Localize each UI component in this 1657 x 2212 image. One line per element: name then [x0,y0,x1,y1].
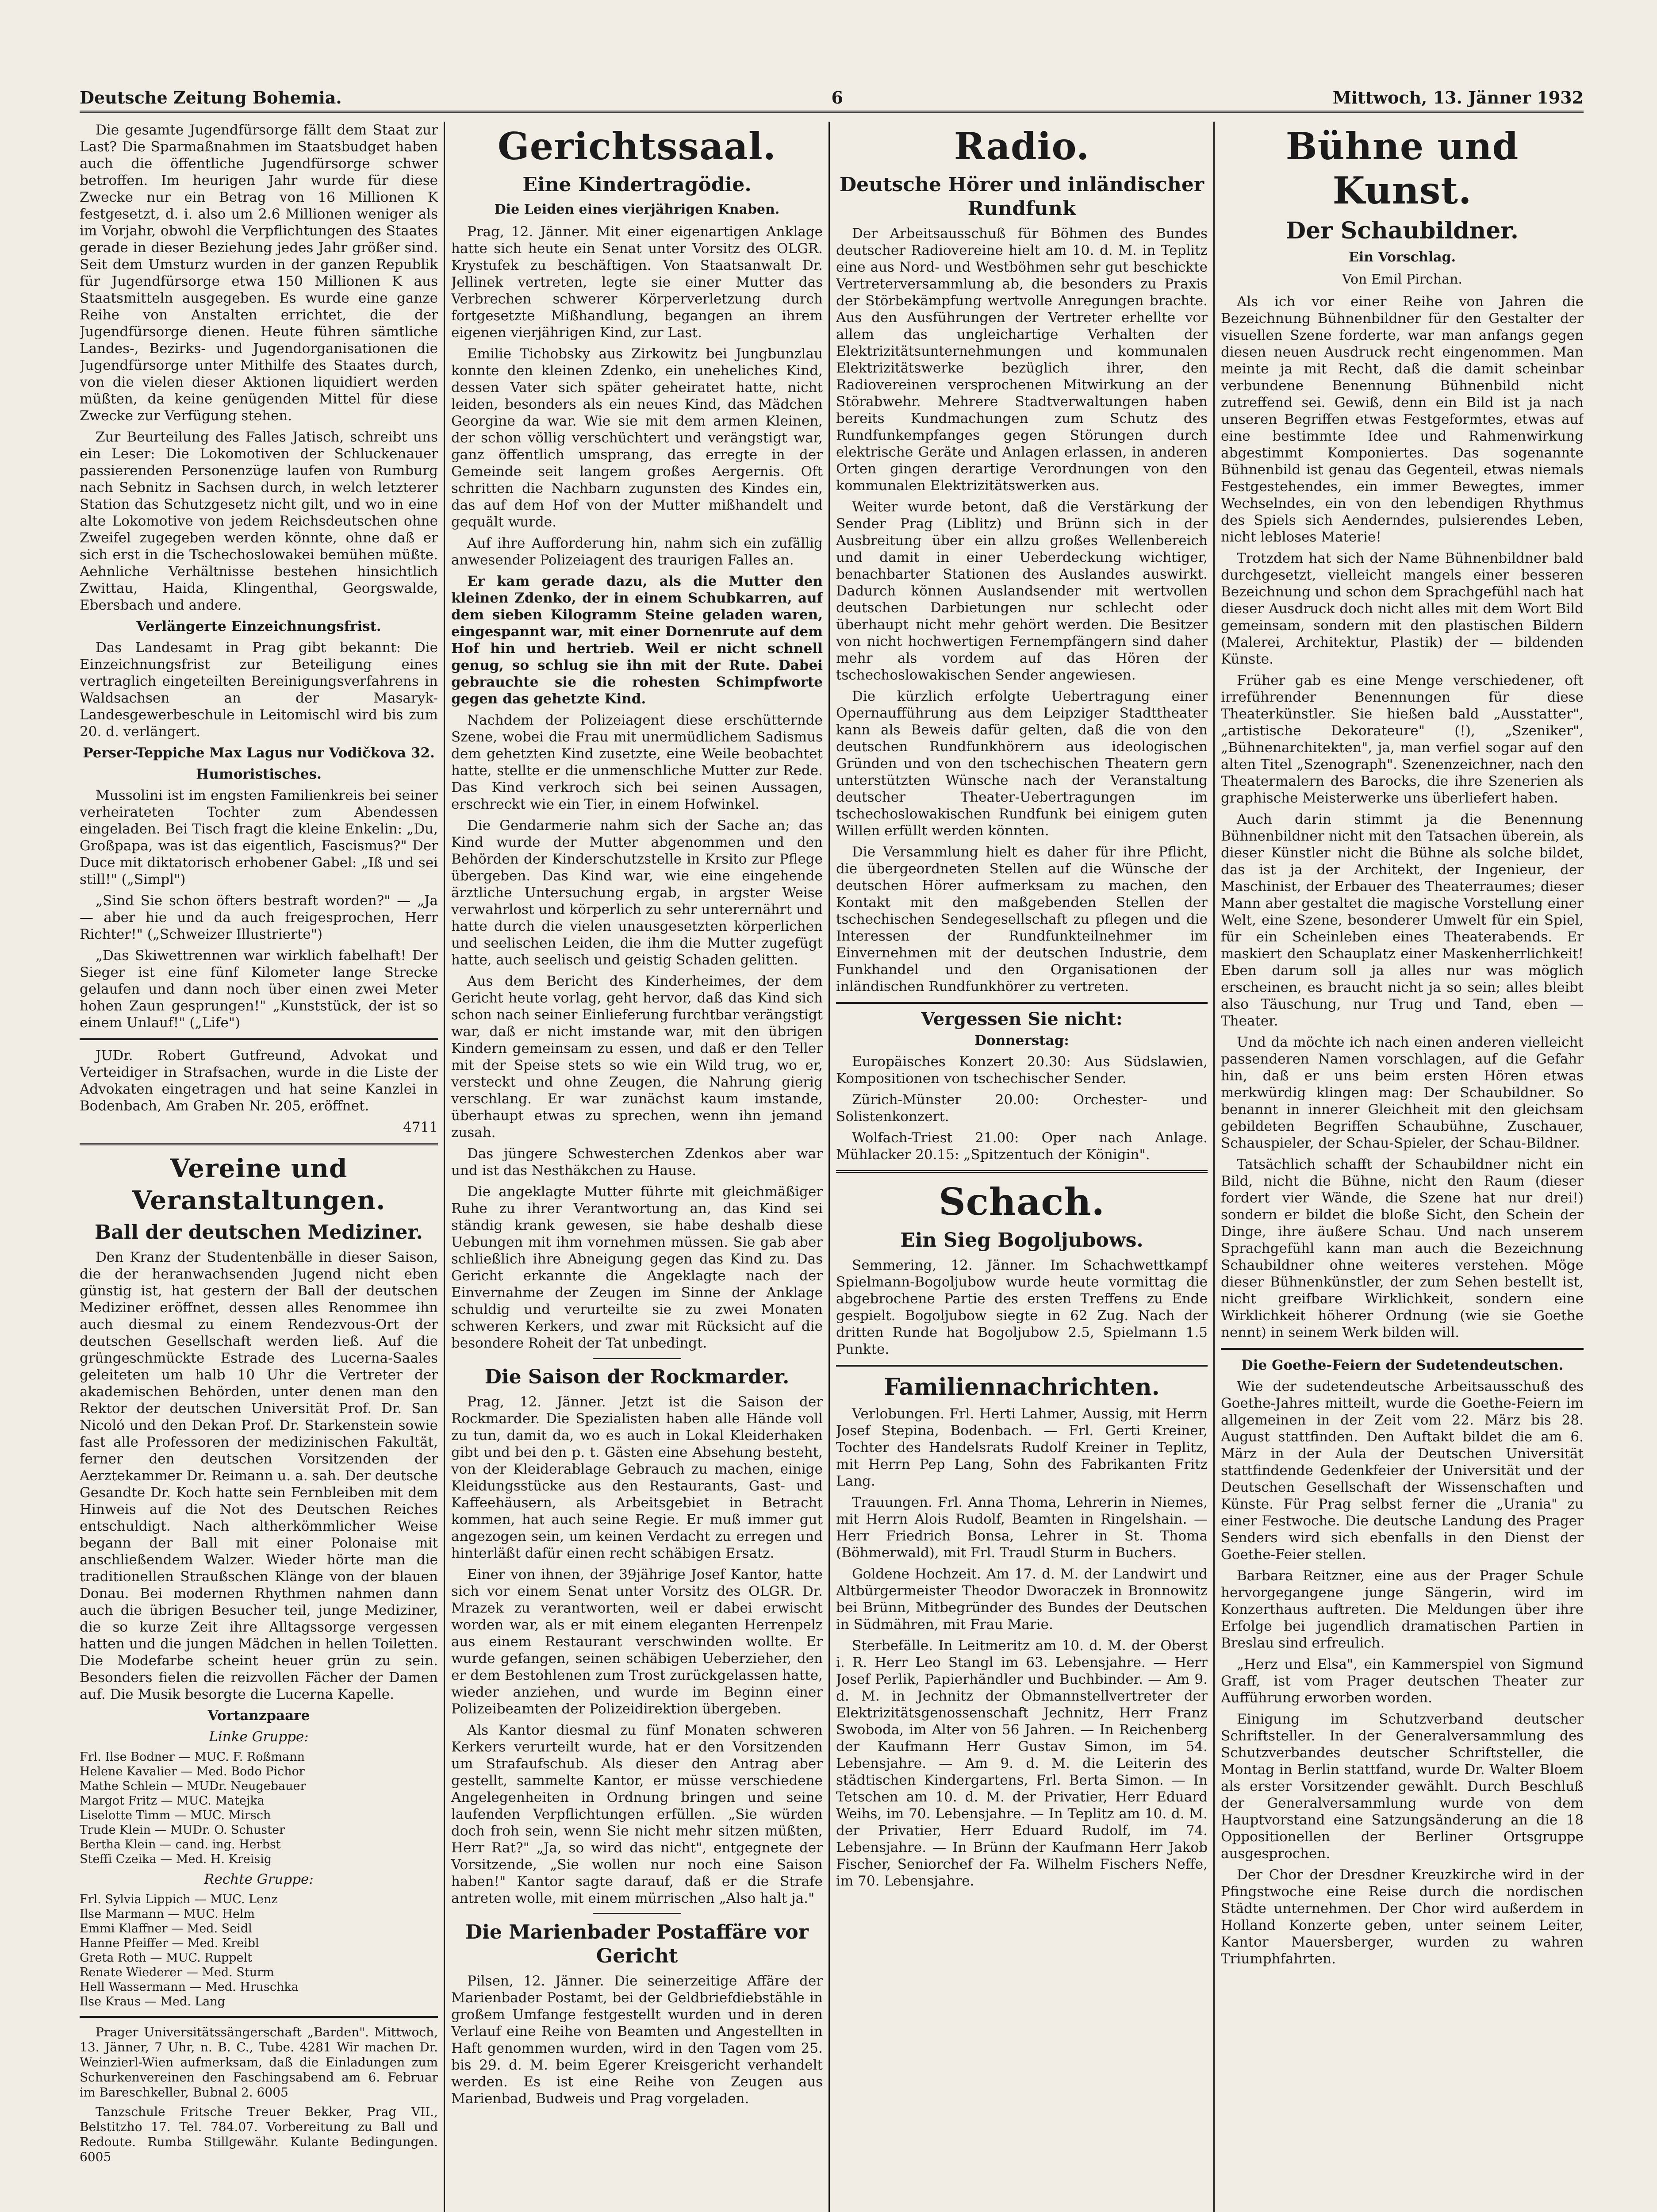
article-paragraph: Weiter wurde betont, daß die Verstärkung der Sender Prag (Liblitz) und Brünn sich in der Ausbreitung über ein allzu großes Wellenbereich und damit in einer Ueberdeckung wichtiger, benachbarter Stationen des Auslandes auswirkt. Dadurch können Auslandsender mit wertvollen deutschen Darbietungen nur schlecht oder überhaupt nicht mehr gehört werden. Die Besitzer von nicht hochwertigen Fernempfängern sind daher mehr als vordem auf das Hören der tschechoslowakischen Sender angewiesen. [836,499,1208,683]
article-paragraph: Das jüngere Schwesterchen Zdenkos aber war und ist das Nesthäkchen zu Hause. [451,1146,823,1179]
divider [836,1170,1208,1173]
article-paragraph: Einigung im Schutzverband deutscher Schriftsteller. In der Generalversammlung des Schutzverbandes deutscher Schriftsteller, die Montag in Berlin stattfand, wurde Dr. Walter Bloem als erster Vorsitzender gewählt. Durch Beschluß der Generalversammlung wurde von dem Hauptvorstand eine Satzungsänderung an die 18 Oppositionellen der Berliner Ortsgruppe ausgesprochen. [1221,1711,1584,1862]
linke-gruppe-heading: Linke Gruppe: [209,1729,309,1745]
column-3 [836,122,1208,2212]
divider [593,1913,681,1914]
article-paragraph: Verlobungen. Frl. Herti Lahmer, Aussig, mit Herrn Josef Stepina, Bodenbach. — Frl. Gerti Kreiner, Tochter des Handelsrats Rudolf Kreiner in Teplitz, mit Herrn Pep Lang, Sohn des Fabrikanten Fritz Lang. [836,1406,1208,1489]
list-item: Liselotte Timm — MUC. Mirsch [80,1809,271,1822]
humor-mussolini: Mussolini ist im engsten Familienkreis bei seiner verheirateten Tochter zum Abendessen eingeladen. Bei Tisch fragt die kleine Enkelin: „Du, Großpapa, was ist das eigentlich, Fascismus?" Der Duce mit diktatorisch erhobener Gabel: „Iß und sei still!" („Simpl") [80,787,438,887]
article-paragraph: Pilsen, 12. Jänner. Die seinerzeitige Affäre der Marienbader Postamt, bei der Geldbriefdiebstähle in großem Umfange festgestellt wurden und in deren Verlauf eine Reihe von Beamten und Angestellten in Haft genommen wurden, wird in den Tagen vom 25. bis 29. d. M. beim Egerer Kreisgericht verhandelt werden. Es ist eine Reihe von Zeugen aus Marienbad, Budweis und Prag vorgeladen. [451,1973,823,2107]
article-fall-jatisch: Zur Beurteilung des Falles Jatisch, schreibt uns ein Leser: Die Lokomotiven der Schluckenauer passierenden Personenzüge laufen von Rumburg nach Sebnitz in Sachsen durch, in welch letzterer Station das Schutzgesetz nicht gilt, und wo in eine alte Lokomotive von jedem Reichsdeutschen ohne Zweifel zugegeben werden könnte, ohne daß er sich erst in die Tschechoslowakei bemühen müßte. Aehnliche Verhältnisse bestehen hinsichtlich Zwittau, Haida, Klingenthal, Georgswalde, Ebersbach und andere. [80,429,438,613]
headline-deutsche-hoerer: Deutsche Hörer und inländischer Rundfunk [839,173,1204,220]
subhead-kindertragoedie: Die Leiden eines vierjährigen Knaben. [494,202,780,217]
divider [80,2016,438,2018]
column-4 [1221,122,1584,2212]
article-paragraph: Als ich vor einer Reihe von Jahren die Bezeichnung Bühnenbildner für den Gestalter der visuellen Szene forderte, war man anfangs gegen diesen neuen Ausdruck recht eingenommen. Man meinte ja mit Recht, daß die damit scheinbar verbundene Benennung Bühnenbild nicht zutreffend sei. Gewiß, denn ein Bild ist ja nach unseren Begriffen etwas Festgeformtes, etwas auf eine bestimmte Idee und Rahmenwirkung abgestimmt Komponiertes. Das sogenannte Bühnenbild ist genau das Gegenteil, etwas niemals Festgestehendes, ein immer Bewegtes, immer Wechselndes, ein von den lebendigen Rhythmus des Spiels sich Aenderndes, pulsierendes Leben, nicht lebloses Materie! [1221,294,1584,545]
headline-familiennachrichten: Familiennachrichten. [884,1374,1160,1401]
column-divider [828,122,830,2212]
heading-humoristisches: Humoristisches. [196,766,322,782]
article-paragraph: „Herz und Elsa", ein Kammerspiel von Sigmund Graff, ist vom Prager deutschen Theater zur Aufführung erworben worden. [1221,1656,1584,1706]
article-paragraph: Früher gab es eine Menge verschiedener, oft irreführender Benennungen für diese Theaterkünstler. Sie hießen bald „Ausstatter", „artistische Dekorateure" (!), „Szeniker", „Bühnenarchitekten", ja, man verfiel sogar auf den alten Titel „Szenograph". Szenenzeichner, nach den Theatermalern des Barocks, die ihre Szenerien als graphische Meisterwerke uns überliefert haben. [1221,672,1584,806]
list-item: Ilse Kraus — Med. Lang [80,1995,226,2008]
article-paragraph: Prag, 12. Jänner. Mit einer eigenartigen Anklage hatte sich heute ein Senat unter Vorsitz des OLGR. Krystufek zu beschäftigen. Von Staatsanwalt Dr. Jellinek vertreten, legte sie einer Mutter das Verbrechen schwerer Körperverletzung durch fortgesetzte Mißhandlung, begangen an ihrem eigenen vierjährigen Kind, zur Last. [451,224,823,341]
divider [836,1002,1208,1004]
section-radio: Radio. [954,124,1090,168]
headline-schaubildner: Der Schaubildner. [1285,217,1519,244]
list-item: Greta Roth — MUC. Ruppelt [80,1951,252,1965]
box-day: Donnerstag: [974,1033,1069,1048]
humor-richter: „Sind Sie schon öfters bestraft worden?" — „Ja — aber hie und da auch freigesprochen, Herr Richter!" („Schweizer Illustrierte") [80,893,438,942]
list-item: Ilse Marmann — MUC. Helm [80,1907,255,1921]
box-heading: Vergessen Sie nicht: [921,1009,1123,1029]
newspaper-name: Deutsche Zeitung Bohemia. [80,87,342,108]
section-buehne-und-kunst: Bühne und Kunst. [1285,124,1519,212]
column-2 [451,122,823,2212]
article-paragraph: Aus dem Bericht des Kinderheimes, der dem Gericht heute vorlag, geht hervor, daß das Kind sich schon nach seiner Einlieferung furchtbar verängstigt war, daß er nicht imstande war, mit den übrigen Kindern gemeinsam zu essen, und daß er den Teller mit der Speise stets so wie ein Wild trug, wo er, versteckt und ohne Zeugen, die Nahrung gierig verschlang. Er war zunächst kaum imstande, überhaupt etwas zu sprechen, wenn ihn jemand zusah. [451,973,823,1141]
heading-einzeichnungsfrist: Verlängerte Einzeichnungsfrist. [136,618,381,634]
divider [80,1038,438,1040]
rechte-gruppe-list [80,1892,438,2009]
article-paragraph: Der Chor der Dresdner Kreuzkirche wird in der Pfingstwoche eine Reise durch die nordischen Städte unternehmen. Der Chor wird außerdem in Holland Konzerte geben, unter seinem Leiter, Kantor Mauersberger, wurden zu wahren Triumphfahrten. [1221,1867,1584,1967]
column-1 [80,122,438,2212]
divider [80,1143,438,1145]
article-paragraph: Und da möchte ich nach einen anderen vielleicht passenderen Namen vorschlagen, auf die Gefahr hin, daß er uns beim ersten Hören etwas merkwürdig klingen mag: Der Schaubildner. So benannt in innerer Gleichheit mit den gleichsam gebildeten Begriffen Schaubühne, Zuschauer, Schauspieler, der Schau-Spieler, der Schau-Bildner. [1221,1034,1584,1151]
column-divider [1213,122,1215,2212]
article-paragraph: Trauungen. Frl. Anna Thoma, Lehrerin in Niemes, mit Herrn Alois Rudolf, Beamten in Ringelshain. — Herr Friedrich Bonsa, Lehrer in St. Thoma (Böhmerwald), mit Frl. Traudl Sturm in Buchers. [836,1494,1208,1561]
list-item: Bertha Klein — cand. ing. Herbst [80,1838,281,1851]
program-item: Zürich-Münster 20.00: Orchester- und Solistenkonzert. [836,1092,1208,1125]
list-item: Frl. Sylvia Lippich — MUC. Lenz [80,1893,278,1906]
article-paragraph: Barbara Reitzner, eine aus der Prager Schule hervorgegangene junge Sängerin, wird im Konzerthaus auftreten. Die Meldungen über ihre Erfolge bei jugendlich dramatischen Partien in Breslau sind erfreulich. [1221,1568,1584,1651]
section-schach: Schach. [939,1180,1105,1224]
article-paragraph: Goldene Hochzeit. Am 17. d. M. der Landwirt und Altbürgermeister Theodor Dworaczek in Bronnowitz bei Brünn, Mitbegründer des Bundes der Deutschen in Südmähren, mit Frau Marie. [836,1566,1208,1632]
ad-tanzschule: Tanzschule Fritsche Treuer Bekker, Prag VII., Belstitzho 17. Tel. 784.07. Vorbereitung zu Ball und Redoute. Rumba Stillgewähr. Kulante Bedingungen. 6005 [80,2104,438,2164]
headline-goethe-feiern: Die Goethe-Feiern der Sudetendeutschen. [1241,1357,1564,1373]
article-paragraph: Die Gendarmerie nahm sich der Sache an; das Kind wurde der Mutter abgenommen und den Behörden der Kinderschutzstelle in Krsito zur Pflege übergeben. Das Kind war, wie eine eingehende ärztliche Untersuchung ergab, in argster Weise verwahrlost und körperlich zu sehr unterernährt und hatte durch die vielen unausgesetzten körperlichen und seelischen Leiden, die ihm die Mutter zugefügt hatte, auch seelisch und geistig Schaden gelitten. [451,818,823,968]
divider [1221,1348,1584,1350]
list-item: Renate Wiederer — Med. Sturm [80,1966,274,1979]
divider [593,1358,681,1359]
article-paragraph: Tatsächlich schafft der Schaubildner nicht ein Bild, nicht die Bühne, nicht den Raum (dieser fordert vier Wände, die Szene hat nur drei!) sondern er bildet die bloße Sicht, den Schein der Dinge, ihre äußere Schau. Und nach unserem Sprachgefühl kann man auch die Bezeichnung Schaubildner ohne weiteres verstehen. Möge dieser Bühnenkünstler, der zum Sehen bestellt ist, nicht greifbare Wirklichkeit, sondern eine Wirklichkeit höherer Ordnung (wie sie Goethe nennt) in seinem Werk bilden will. [1221,1156,1584,1340]
page-number: 6 [831,87,843,108]
issue-date: Mittwoch, 13. Jänner 1932 [1332,87,1584,108]
headline-bogoljubow: Ein Sieg Bogoljubows. [900,1229,1143,1252]
list-item: Margot Fritz — MUC. Matejka [80,1794,265,1808]
rechte-gruppe-heading: Rechte Gruppe: [204,1871,314,1887]
list-item: Helene Kavalier — Med. Bodo Pichor [80,1765,305,1778]
article-jugendfuersorge: Die gesamte Jugendfürsorge fällt dem Staat zur Last? Die Sparmaßnahmen im Staatsbudget haben auch die öffentliche Jugendfürsorge schwer betroffen. Im heurigen Jahr wurde für diese Zwecke nur ein Betrag von 16 Millionen K festgesetzt, d. i. also um 2.6 Millionen weniger als im Vorjahr, obwohl die Verpflichtungen des Staates gerade in dieser Beziehung jedes Jahr größer sind. Seit dem Umsturz wurden in der ganzen Republik für Jugendfürsorge etwa 150 Millionen K aus Staatsmitteln ausgegeben. Es wurde eine ganze Reihe von Anstalten errichtet, die der Jugendfürsorge dienen. Heute führen sämtliche Landes-, Bezirks- und Jugendorganisationen die Jugendfürsorge unter Mithilfe des Staates durch, von die vielen dieser Aktionen liquidiert werden müßten, da keine genügenden Mittel für diese Zwecke zur Verfügung stehen. [80,122,438,424]
article-paragraph: Auf ihre Aufforderung hin, nahm sich ein zufällig anwesender Polizeiagent des traurigen Falles an. [451,535,823,568]
article-paragraph: Sterbefälle. In Leitmeritz am 10. d. M. der Oberst i. R. Herr Leo Stangl im 63. Lebensjahre. — Herr Josef Perlik, Papierhändler und Buchbinder. — Am 9. d. M. in Jechnitz der Obmannstellvertreter der Elektrizitätsgenossenschaft Jechnitz, Herr Franz Swoboda, im Alter von 56 Jahren. — In Reichenberg der Kaufmann Herr Gustav Simon, im 54. Lebensjahre. — Am 9. d. M. die Leiterin des städtischen Kindergartens, Frl. Berta Simon. — In Tetschen am 10. d. M. der Privatier, Herr Eduard Weihs, im 70. Lebensjahre. — In Teplitz am 10. d. M. der Privatier, Herr Eduard Rudolf, im 74. Lebensjahre. — In Brünn der Kaufmann Herr Jakob Fischer, Seniorchef der Fa. Wilhelm Fischers Neffe, im 70. Lebensjahre. [836,1638,1208,1889]
article-paragraph: Der Arbeitsausschuß für Böhmen des Bundes deutscher Radiovereine hielt am 10. d. M. in Teplitz eine aus Nord- und Westböhmen sehr gut beschickte Vertreterversammlung ab, die besonders zu Praxis der Störbekämpfung wertvolle Anregungen brachte. Aus den Ausführungen der Vertreter erhellte vor allem das ungleichartige Verhalten der Elektrizitätsunternehmungen und kommunalen Elektrizitätswerke bezüglich ihrer, den Radiovereinen versprochenen Mitwirkung an der Störabwehr. Mehrere Stadtverwaltungen haben bereits Kundmachungen zum Schutz des Rundfunkempfanges gegen Störungen durch elektrische Geräte und Anlagen erlassen, in anderen Orten gingen derartige Verordnungen von den kommunalen Elektrizitätswerken aus. [836,226,1208,494]
article-paragraph: Die Versammlung hielt es daher für ihre Pflicht, die übergeordneten Stellen auf die Wünsche der deutschen Hörer aufmerksam zu machen, den Kontakt mit den maßgebenden Stellen der tschechischen Sendegesellschaft zu pflegen und die Interessen der Rundfunkteilnehmer im Einvernehmen mit der deutschen Industrie, dem Funkhandel und den Organisationen der inländischen Rundfunkhörer zu vertreten. [836,844,1208,995]
program-item: Europäisches Konzert 20.30: Aus Südslawien, Kompositionen von tschechischer Sender. [836,1054,1208,1087]
headline-marienbader-postaffaere: Die Marienbader Postaffäre vor Gericht [465,1921,809,1967]
article-paragraph: Semmering, 12. Jänner. Im Schachwettkampf Spielmann-Bogoljubow wurde heute vormittag die abgebrochene Partie des ersten Treffens zu Ende gespielt. Bogoljubow siegte in 62 Zug. Nach der dritten Runde hat Bogoljubow 2.5, Spielmann 1.5 Punkte. [836,1257,1208,1357]
article-paragraph: Auch darin stimmt ja die Benennung Bühnenbildner nicht mit den Tatsachen überein, als dieser Künstler nicht die Bühne als solche bildet, das ist ja der Architekt, der Ingenieur, der Maschinist, der Erbauer des Theaterraumes; dieser Mann aber gestaltet die magische Vorstellung einer Welt, eine Szene, besonderer Umwelt für ein Spiel, für ein Scheinleben eines Theaterabends. Er maskiert den Schauplatz einer Maskenherrlichkeit! Eben darum soll ja alles nur was möglich erscheinen, es braucht nicht ja so sein; alles bleibt also Täuschung, nur Trug und Tand, eben — Theater. [1221,811,1584,1029]
article-paragraph: Als Kantor diesmal zu fünf Monaten schweren Kerkers verurteilt wurde, hat er den Vorsitzenden um Strafaufschub. Als dieser den Antrag aber gestellt, sammelte Kantor, er müsse verschiedene Angelegenheiten in Ordnung bringen und seine laufenden Verpflichtungen erfüllen. „Sie würden doch froh sein, wenn Sie nicht mehr sitzen müßten, Herr Rat?" „Ja, so wird das nicht", entgegnete der Vorsitzende, „Sie wollen nur noch eine Saison haben!" Kantor sagte darauf, daß er die Strafe antreten wolle, mit einem mürrischen „Also halt ja." [451,1722,823,1906]
article-einzeichnungsfrist: Das Landesamt in Prag gibt bekannt: Die Einzeichnungsfrist zur Beteiligung eines vertraglich eingeteilten Bereinigungsverfahrens in Waldsachsen an der Masaryk-Landesgewerbeschule in Leitomischl wird bis zum 20. d. verlängert. [80,640,438,740]
article-paragraph: Die angeklagte Mutter führte mit gleichmäßiger Ruhe zu ihrer Verantwortung an, das Kind sei ständig krank gewesen, sie habe deshalb diese Uebungen mit ihm vornehmen müssen. Sie gab aber schließlich ihre Abneigung gegen das Kind zu. Das Gericht erkannte die Angeklagte nach der Einvernahme der Zeugen im Sinne der Anklage schuldig und verurteilte sie zu zwei Monaten schweren Kerkers, und zwar mit Rücksicht auf die besondere Roheit der Tat unbedingt. [451,1184,823,1351]
program-item: Wolfach-Triest 21.00: Oper nach Anlage. Mühlacker 20.15: „Spitzentuch der Königin". [836,1130,1208,1163]
list-item: Hell Wassermann — Med. Hruschka [80,1980,299,1994]
vortanzpaare-heading: Vortanzpaare [207,1708,310,1724]
humor-skiwettrennen: „Das Skiwettrennen war wirklich fabelhaft! Der Sieger ist eine fünf Kilometer lange Strecke gelaufen und dann noch über einen zwei Meter hohen Zaun gesprungen!" „Kunststück, der ist so einem Unlauf!" („Life") [80,948,438,1031]
article-paragraph: Prag, 12. Jänner. Jetzt ist die Saison der Rockmarder. Die Spezialisten haben alle Hände voll zu tun, damit da, wo es auch in Lokal Kleiderhaken gibt und bei den p. t. Gästen eine Absehung besteht, von der Kleiderablage Gebrauch zu machen, einige Kleidungsstücke aus den Restaurants, Gast- und Kaffeehäusern, als Arbeitsgebiet in Betracht kommen, hat auch seine Regie. Er muß immer gut angezogen sein, um keinen Verdacht zu erregen und hinterläßt dafür einen recht schäbigen Ersatz. [451,1394,823,1561]
ad-perser-teppiche: Perser-Teppiche Max Lagus nur Vodičkova 32. [83,745,435,761]
article-paragraph: Trotzdem hat sich der Name Bühnenbildner bald durchgesetzt, vielleicht mangels einer besseren Bezeichnung und schon dem Sprachgefühl nach hat dieser Ausdruck doch nicht alles mit dem Wort Bild gemeinsam, sondern mit den plastischen Bildern (Malerei, Architektur, Plastik) der — bildenden Künste. [1221,550,1584,667]
article-paragraph: Nachdem der Polizeiagent diese erschütternde Szene, wobei die Frau mit unermüdlichem Sadismus dem gehetzten Kind zusetzte, eine Weile beobachtet hatte, stellte er die unmenschliche Mutter zur Rede. Das Kind verkroch sich bei seinen Aussagen, erschreckt wie ein Tier, in einem Hofwinkel. [451,712,823,812]
list-item: Mathe Schlein — MUDr. Neugebauer [80,1779,306,1793]
column-divider [444,122,445,2212]
linke-gruppe-list [80,1750,438,1866]
list-item: Frl. Ilse Bodner — MUC. F. Roßmann [80,1750,305,1764]
headline-kindertragoedie: Eine Kindertragödie. [522,173,752,196]
article-paragraph: Die kürzlich erfolgte Uebertragung einer Opernaufführung aus dem Leipziger Stadttheater kann als Beweis dafür gelten, daß die von den deutschen Rundfunkhörern aus ideologischen Gründen und von den tschechischen Theatern gern unterstützten Wünsche nach der Veranstaltung deutscher Theater-Uebertragungen im tschechoslowakischen Rundfunk bei einigem guten Willen erfüllt werden könnten. [836,688,1208,839]
headline-ball-mediziner: Ball der deutschen Mediziner. [95,1221,423,1244]
notice-gutfreund: JUDr. Robert Gutfreund, Advokat und Verteidiger in Strafsachen, wurde in die Liste der Advokaten eingetragen und hat seine Kanzlei in Bodenbach, Am Graben Nr. 205, eröffnet. [80,1048,438,1114]
section-gerichtssaal: Gerichtssaal. [498,124,776,168]
section-vereine: Vereine und Veranstaltungen. [132,1153,386,1215]
radio-program-box [836,1011,1208,1163]
article-paragraph: Einer von ihnen, der 39jährige Josef Kantor, hatte sich vor einem Senat unter Vorsitz des OLGR. Dr. Mrazek zu verantworten, weil er dabei erwischt worden war, als er mit einem eleganten Herrenpelz aus einem Restaurant verschwinden wollte. Er wurde gefangen, seinen schäbigen Ueberzieher, den er dem Bestohlenen zum Trost zurückgelassen hatte, wieder anziehen, und wurde im Beginn einer Polizeibeamten der Polizeidirektion übergeben. [451,1567,823,1717]
list-item: Steffi Czeika — Med. H. Kreisig [80,1852,272,1866]
article-paragraph: Er kam gerade dazu, als die Mutter den kleinen Zdenko, der in einem Schubkarren, auf dem sieben Kilogramm Steine geladen waren, eingespannt war, mit einer Dornenrute auf dem Hof hin und hertrieb. Weil er nicht schnell genug, so schlug sie ihn mit der Rute. Dabei gebrauchte sie die rohesten Schimpfworte gegen das gehetzte Kind. [451,573,823,707]
list-item: Hanne Pfeiffer — Med. Kreibl [80,1936,259,1950]
byline-author: Von Emil Pirchan. [1342,272,1462,287]
list-item: Trude Klein — MUDr. O. Schuster [80,1823,285,1837]
divider [836,1365,1208,1367]
article-paragraph: Emilie Tichobsky aus Zirkowitz bei Jungbunzlau konnte den kleinen Zdenko, ein uneheliches Kind, dessen Vater sich später geheiratet hatte, nicht leiden, besonders als ein neues Kind, das Mädchen Georgine da war. Wie sie mit dem armen Kleinen, der schon völlig verschüchtert und verängstigt war, ganz öffentlich umsprang, das erregte in der Gemeinde seit langem großes Aergernis. Oft schritten die Nachbarn zugunsten des Kindes ein, das auf dem Hof von der Mutter mißhandelt und gequält wurde. [451,346,823,530]
notice-barden: Prager Universitätssängerschaft „Barden". Mittwoch, 13. Jänner, 7 Uhr, n. B. C., Tube. 4281 Wir machen Dr. Weinzierl-Wien aufmerksam, daß die Einladungen zum Schurkenvereinen den Faschingsabend am 6. Februar im Bareschkeller, Bubnal 2. 6005 [80,2025,438,2100]
list-item: Emmi Klaffner — Med. Seidl [80,1922,252,1936]
notice-number: 4711 [403,1119,438,1135]
subhead-vorschlag: Ein Vorschlag. [1348,250,1456,265]
article-ball-mediziner: Den Kranz der Studentenbälle in dieser Saison, die der heranwachsenden Jugend nicht eben günstig ist, hat gestern der Ball der deutschen Mediziner eröffnet, dessen alles Renommee ihn auch diesmal zu einem Rendezvous-Ort der deutschen Gesellschaft werden ließ. Auf die grüngeschmückte Estrade des Lucerna-Saales geleiteten um halb 10 Uhr die Vertreter der akademischen Behörden, unter denen man den Rektor der deutschen Universität Prof. Dr. San Nicoló und den Dekan Prof. Dr. Starkenstein sowie fast alle Professoren der medizinischen Fakultät, ferner den deutschen Vorsitzenden der Aerztekammer Dr. Reimann u. a. sah. Der deutsche Gesandte Dr. Koch hatte sein Fernbleiben mit dem Hinweis auf die Not des Deutschen Reiches entschuldigt. Nach altherkömmlicher Weise begann der Ball mit einer Polonaise mit anschließendem Walzer. Wieder hörte man die traditionellen Straußschen Klänge von der blauen Donau. Bei modernen Rhythmen nahmen dann auch die übrigen Besucher teil, junge Mediziner, die so kurze Zeit ihre Alltagssorge vergessen hatten und die jungen Mädchen in hellen Toiletten. Die Modefarbe scheint heuer grün zu sein. Besonders fielen die reizvollen Fächer der Damen auf. Die Musik besorgte die Lucerna Kapelle. [80,1249,438,1702]
article-paragraph: Wie der sudetendeutsche Arbeitsausschuß des Goethe-Jahres mitteilt, wurde die Goethe-Feiern im allgemeinen in der Zeit vom 22. März bis 28. August stattfinden. Den Auftakt bildet die am 6. März in der Aula der Deutschen Universität stattfindende Gedenkfeier der Universität und der Deutschen Gesellschaft der Wissenschaften und Künste. Für Prag selbst ferner die „Urania" zu einer Festwoche. Die deutsche Landung des Prager Senders wird sich ebenfalls in den Dienst der Goethe-Feier stellen. [1221,1379,1584,1563]
headline-rockmarder: Die Saison der Rockmarder. [484,1366,790,1388]
masthead [80,84,1584,113]
